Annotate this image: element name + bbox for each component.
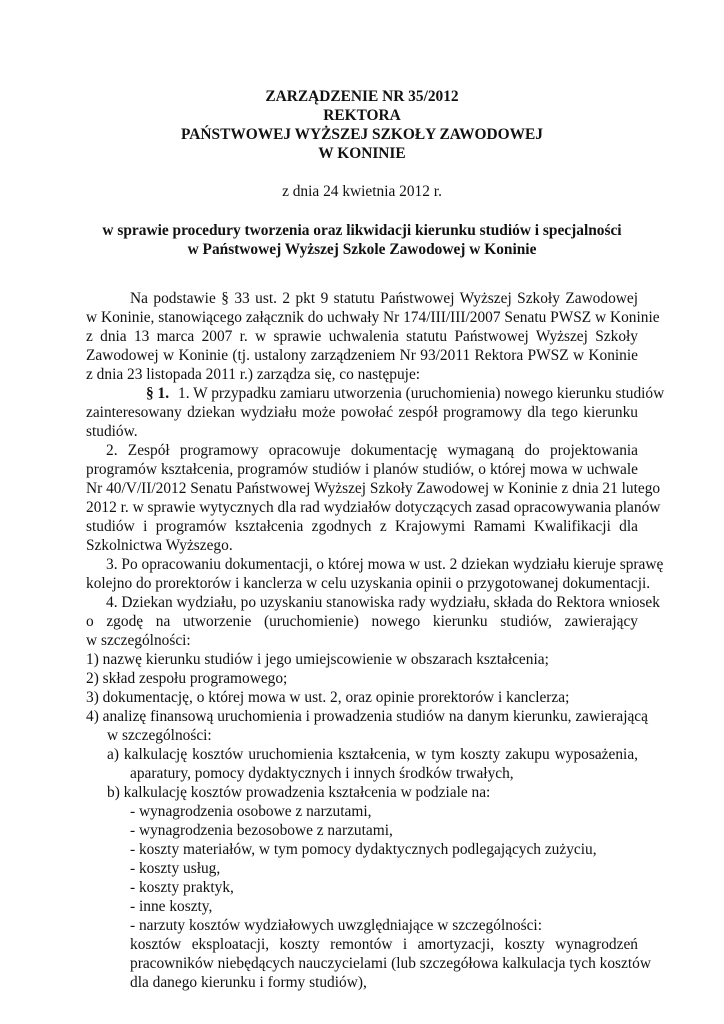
cost-item: - wynagrodzenia bezosobowe z narzutami, (130, 822, 393, 839)
list-item: 3) dokumentację, o której mowa w ust. 2, oraz opinie prorektorów i kanclerza; (86, 689, 570, 706)
subject-line-1: w sprawie procedury tworzenia oraz likwidacji kierunku studiów i specjalności (102, 222, 622, 239)
section1-p3-line: 3. Po opracowaniu dokumentacji, o której mowa w ust. 2 dziekan wydziału kieruje sprawę (106, 556, 664, 573)
section1-p1-line: zainteresowany dziekan wydziału może powołać zespół programowy dla tego kierunku (86, 404, 638, 421)
sub-item-a-continuation: aparatury, pomocy dydaktycznych i innych środków trwałych, (130, 765, 514, 782)
list-item-continuation: w szczególności: (107, 727, 212, 744)
cost-item: - wynagrodzenia osobowe z narzutami, (130, 803, 372, 820)
section1-p2-line: 2. Zespół programowy opracowuje dokumentację wymaganą do projektowania (106, 442, 638, 459)
section1-p4-line: o zgodę na utworzenie (uruchomienie) nowego kierunku studiów, zawierający (86, 613, 638, 630)
preamble-line: Zawodowej w Koninie (tj. ustalony zarządzeniem Nr 93/2011 Rektora PWSZ w Koninie (86, 347, 638, 364)
title-line-3: PAŃSTWOWEJ WYŻSZEJ SZKOŁY ZAWODOWEJ (181, 126, 543, 143)
section1-p2-line: programów kształcenia, programów studiów i planów studiów, o której mowa w uchwale (86, 461, 638, 478)
section1-p1-line: 1. W przypadku zamiaru utworzenia (uruchomienia) nowego kierunku studiów (178, 385, 665, 402)
section1-p3-line: kolejno do prorektorów i kanclerza w celu uzyskania opinii o przygotowanej dokumentacji. (86, 575, 651, 592)
section1-p4-line: w szczególności: (86, 632, 191, 649)
cost-item: - koszty usług, (130, 860, 221, 877)
section1-p2-line: 2012 r. w sprawie wytycznych dla rad wydziałów dotyczących zasad opracowywania planów (86, 499, 661, 516)
sub-item-b: b) kalkulację kosztów prowadzenia kształcenia w podziale na: (107, 784, 491, 801)
section-mark: § 1. (146, 385, 170, 402)
section1-p2-line: Szkolnictwa Wyższego. (86, 537, 233, 554)
cost-detail-line: dla danego kierunku i formy studiów), (130, 974, 367, 991)
section1-p1-line: studiów. (86, 423, 138, 440)
list-item: 4) analizę finansową uruchomienia i prowadzenia studiów na danym kierunku, zawierającą (86, 708, 648, 725)
cost-item: - koszty praktyk, (130, 879, 234, 896)
preamble-line: z dnia 23 listopada 2011 r.) zarządza się, co następuje: (86, 366, 421, 383)
preamble-line: Na podstawie § 33 ust. 2 pkt 9 statutu Państwowej Wyższej Szkoły Zawodowej (130, 290, 638, 307)
cost-item: - inne koszty, (130, 898, 213, 915)
cost-detail-line: kosztów eksploatacji, koszty remontów i amortyzacji, koszty wynagrodzeń (130, 936, 638, 953)
title-line-4: W KONINIE (318, 145, 406, 162)
cost-item: - koszty materiałów, w tym pomocy dydaktycznych podlegających zużyciu, (130, 841, 597, 858)
preamble-line: w Koninie, stanowiącego załącznik do uchwały Nr 174/III/III/2007 Senatu PWSZ w Koninie (86, 309, 660, 326)
sub-item-a: a) kalkulację kosztów uruchomienia kształcenia, w tym koszty zakupu wyposażenia, (107, 746, 638, 763)
section1-p4-line: 4. Dziekan wydziału, po uzyskaniu stanowiska rady wydziału, składa do Rektora wniosek (106, 594, 660, 611)
title-line-2: REKTORA (323, 107, 401, 124)
preamble-line: z dnia 13 marca 2007 r. w sprawie uchwalenia statutu Państwowej Wyższej Szkoły (86, 328, 638, 345)
list-item: 2) skład zespołu programowego; (86, 670, 288, 687)
subject-line-2: w Państwowej Wyższej Szkole Zawodowej w Koninie (187, 241, 537, 258)
cost-detail-line: pracowników niebędących nauczycielami (lub szczegółowa kalkulacja tych kosztów (130, 955, 651, 972)
cost-item: - narzuty kosztów wydziałowych uwzględniające w szczególności: (130, 917, 542, 934)
section1-p2-line: Nr 40/V/II/2012 Senatu Państwowej Wyższej Szkoły Zawodowej w Koninie z dnia 21 lutego (86, 480, 661, 497)
section1-p2-line: studiów i programów kształcenia zgodnych z Krajowymi Ramami Kwalifikacji dla (86, 518, 638, 535)
title-line-1: ZARZĄDZENIE NR 35/2012 (265, 88, 459, 105)
list-item: 1) nazwę kierunku studiów i jego umiejscowienie w obszarach kształcenia; (86, 651, 549, 668)
document-date: z dnia 24 kwietnia 2012 r. (282, 183, 442, 200)
